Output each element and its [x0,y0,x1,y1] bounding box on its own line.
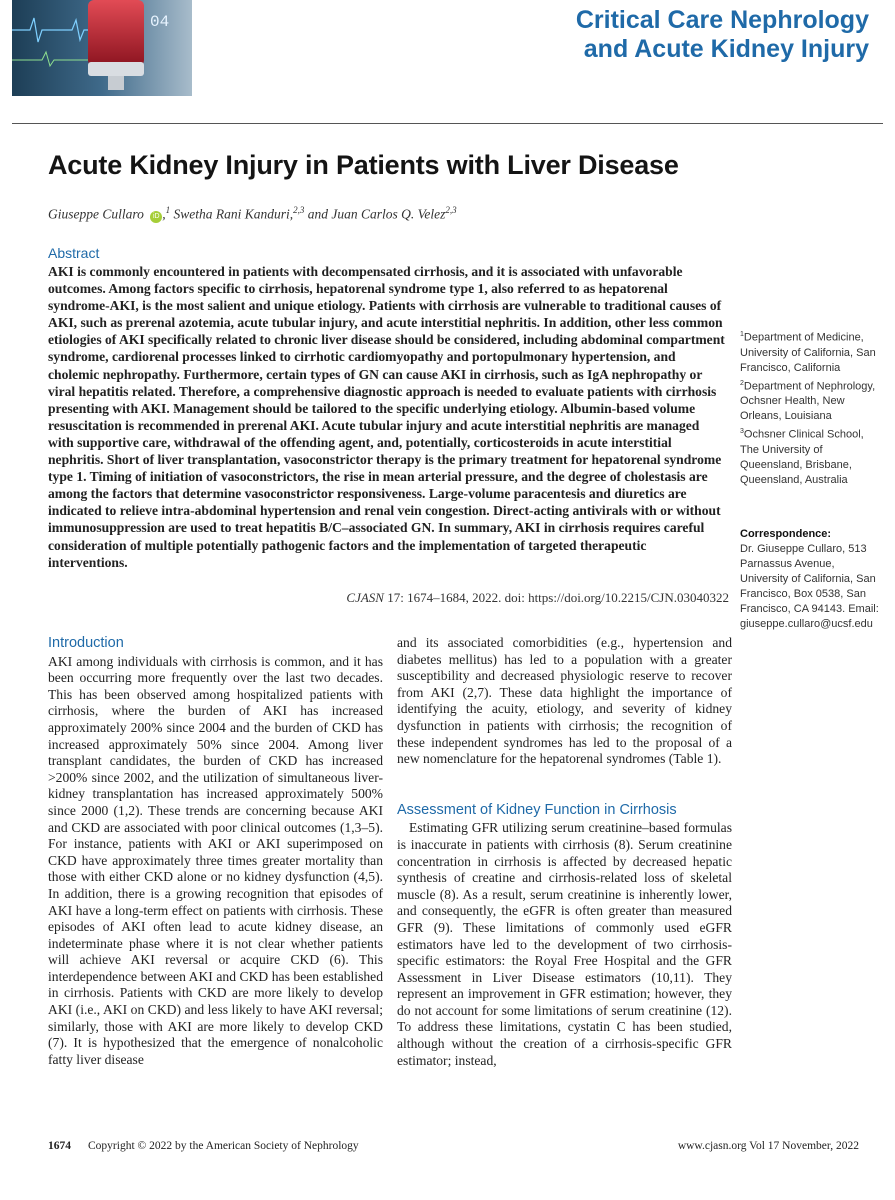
journal-title-line2: and Acute Kidney Injury [583,35,869,63]
banner-monitor-image [12,0,192,96]
correspondence [740,527,880,632]
introduction-paragraph: AKI among individuals with cirrhosis is common, and it has been occurring more frequently over the last two decades. This has been observed among hospitalized patients with cirrhosis, where the burden of AKI has increased approximately 200% since 2004 and the burden of CKD has increased approximately 50% since 2004. Among liver transplant candidates, the burden of CKD has increased >200% since 2002, and the utilization of simultaneous liver-kidney transplantation has increased approximately 500% since 2000 (1,2). These trends are concerning because AKI and CKD are associated with poor clinical outcomes (1,3–5). For instance, patients with AKI or AKI superimposed on CKD have approximately three times greater mortality than those with either CKD alone or no kidney dysfunction (4,5). In addition, there is a growing recognition that episodes of AKI have a long-term effect on patients with cirrhosis. These episodes of AKI often lead to acute kidney disease, an indeterminate phase where it is not clear whether patients will achieve AKI reversal or acquire CKD (6). This interdependence between AKI and CKD has been established in cirrhosis. Patients with CKD are more likely to develop AKI (i.e., AKI on CKD) and less likely to have AKI reversal; similarly, those with AKI are more likely to develop CKD (7). It is hypothesized that the emergence of nonalcoholic fatty liver disease [48,653,383,1067]
abstract-text: AKI is commonly encountered in patients with decompensated cirrhosis, and it is associated with unfavorable outcomes. Among factors specific to cirrhosis, hepatorenal syndrome type 1, also referred to as hepatorenal syndrome-AKI, is the most salient and unique etiology. Patients with cirrhosis are vulnerable to traditional causes of AKI, such as prerenal azotemia, acute tubular injury, and acute interstitial nephritis. In addition, other less common etiologies of AKI specifically related to chronic liver disease should be considered, including abdominal compartment syndrome, cardiorenal processes linked to cirrhotic cardiomyopathy and portopulmonary hypertension, and cholemic nephropathy. Furthermore, certain types of GN can cause AKI in cirrhosis, such as IgA nephropathy or viral hepatitis related. Therefore, a comprehensive diagnostic approach is needed to evaluate patients with cirrhosis presenting with AKI. Management should be tailored to the specific underlying etiology. Albumin-based volume resuscitation is recommended in prerenal AKI. Acute tubular injury and acute interstitial nephritis are managed with supportive care, withdrawal of the offending agent, and, potentially, corticosteroids in acute interstitial nephritis. Short of liver transplantation, vasoconstrictor therapy is the primary treatment for hepatorenal syndrome type 1. Timing of initiation of vasoconstrictors, the rise in mean arterial pressure, and the degree of cholestasis are among the factors that determine vasoconstrictor responsiveness. Large-volume paracentesis and diuretics are indicated to relieve intra-abdominal hypertension and renal vein congestion. Direct-acting antivirals with or without immunosuppression are used to treat hepatitis B/C–associated GN. In summary, AKI in cirrhosis requires careful consideration of multiple potentially pathogenic factors and the implementation of targeted therapeutic interventions. [48,264,725,570]
journal-title-line1: Critical Care Nephrology [575,6,869,34]
author-1: Giuseppe Cullaro [48,206,144,222]
author-list: Giuseppe Cullaro iD ,$^1$ Swetha Rani Kanduri,$^{2,3}$ and Juan Carlos Q. Velez$^{2,3}$ [48,205,457,222]
abstract-heading: Abstract [48,245,100,261]
affiliation-item: $^2$Department of Nephrology, Ochsner Health, New Orleans, Louisiana [740,379,876,423]
author-1-affil: 1 [165,205,171,215]
orcid-icon[interactable]: iD [150,211,162,223]
citation-journal: CJASN [346,590,384,605]
affiliation-item: $^1$Department of Medicine, University of California, San Francisco, California [740,331,876,374]
author-3-affil: 2,3 [445,205,457,215]
correspondence-text: Dr. Giuseppe Cullaro, 513 Parnassus Avenue, University of California, San Francisco, Box 0538, San Francisco, CA 94143. Email: giuseppe.cullaro@ucsf.edu [740,543,879,630]
affiliations [740,327,880,488]
author-2-affil: 2,3 [293,205,305,215]
citation-details[interactable]: 17: 1674–1684, 2022. doi: https://doi.org/10.2215/CJN.03040322 [387,590,729,605]
journal-website[interactable]: www.cjasn.org Vol 17 November, 2022 [677,1140,859,1152]
body-column-right [397,635,732,1069]
assessment-paragraph: Estimating GFR utilizing serum creatinine–based formulas is inaccurate in patients with cirrhosis (8). Serum creatinine concentration in cirrhosis is affected by decreased hepatic synthesis of creatine and cirrhosis-related loss of skeletal muscle (8). As a result, serum creatinine is inherently lower, and consequently, the eGFR is often greater than measured GFR (9). These limitations of commonly used eGFR estimators have led to the development of two cirrhosis-specific estimators: the Royal Free Hospital and the GFR Assessment in Liver Disease estimators (10,11). They represent an improvement in GFR estimation; however, they do not account for some limitations of serum creatinine (12). To address these limitations, cystatin C has been studied, although without the creation of a cirrhosis-specific GFR estimator; instead, [397,820,732,1068]
journal-banner [0,0,895,96]
introduction-paragraph-continued: and its associated comorbidities (e.g., hypertension and diabetes mellitus) has led to a population with a greater susceptibility and decreased physiologic reserve to recover from AKI (2,7). These data highlight the importance of identifying the acuity, etiology, and severity of kidney dysfunction in patients with cirrhosis; the recognition of these independent syndromes has led to the proposal of a new nomenclature for the hepatorenal syndromes (Table 1). [397,635,732,767]
monitor-readout: 04 [150,13,170,31]
article-title: Acute Kidney Injury in Patients with Liver Disease [48,150,679,180]
copyright-notice: Copyright © 2022 by the American Society of Nephrology [88,1140,359,1152]
author-2: Swetha Rani Kanduri, [173,206,294,222]
affiliation-item: $^3$Ochsner Clinical School, The University of Queensland, Brisbane, Queensland, Australia [740,428,864,486]
header-rule [12,123,883,124]
page-number: 1674 [48,1140,71,1152]
citation-line [346,590,729,606]
introduction-heading: Introduction [48,635,124,651]
correspondence-heading: Correspondence: [740,528,832,540]
body-column-left [48,635,383,1068]
author-3: and Juan Carlos Q. Velez [307,206,446,222]
assessment-heading: Assessment of Kidney Function in Cirrhosis [397,801,677,818]
journal-title [576,6,869,64]
